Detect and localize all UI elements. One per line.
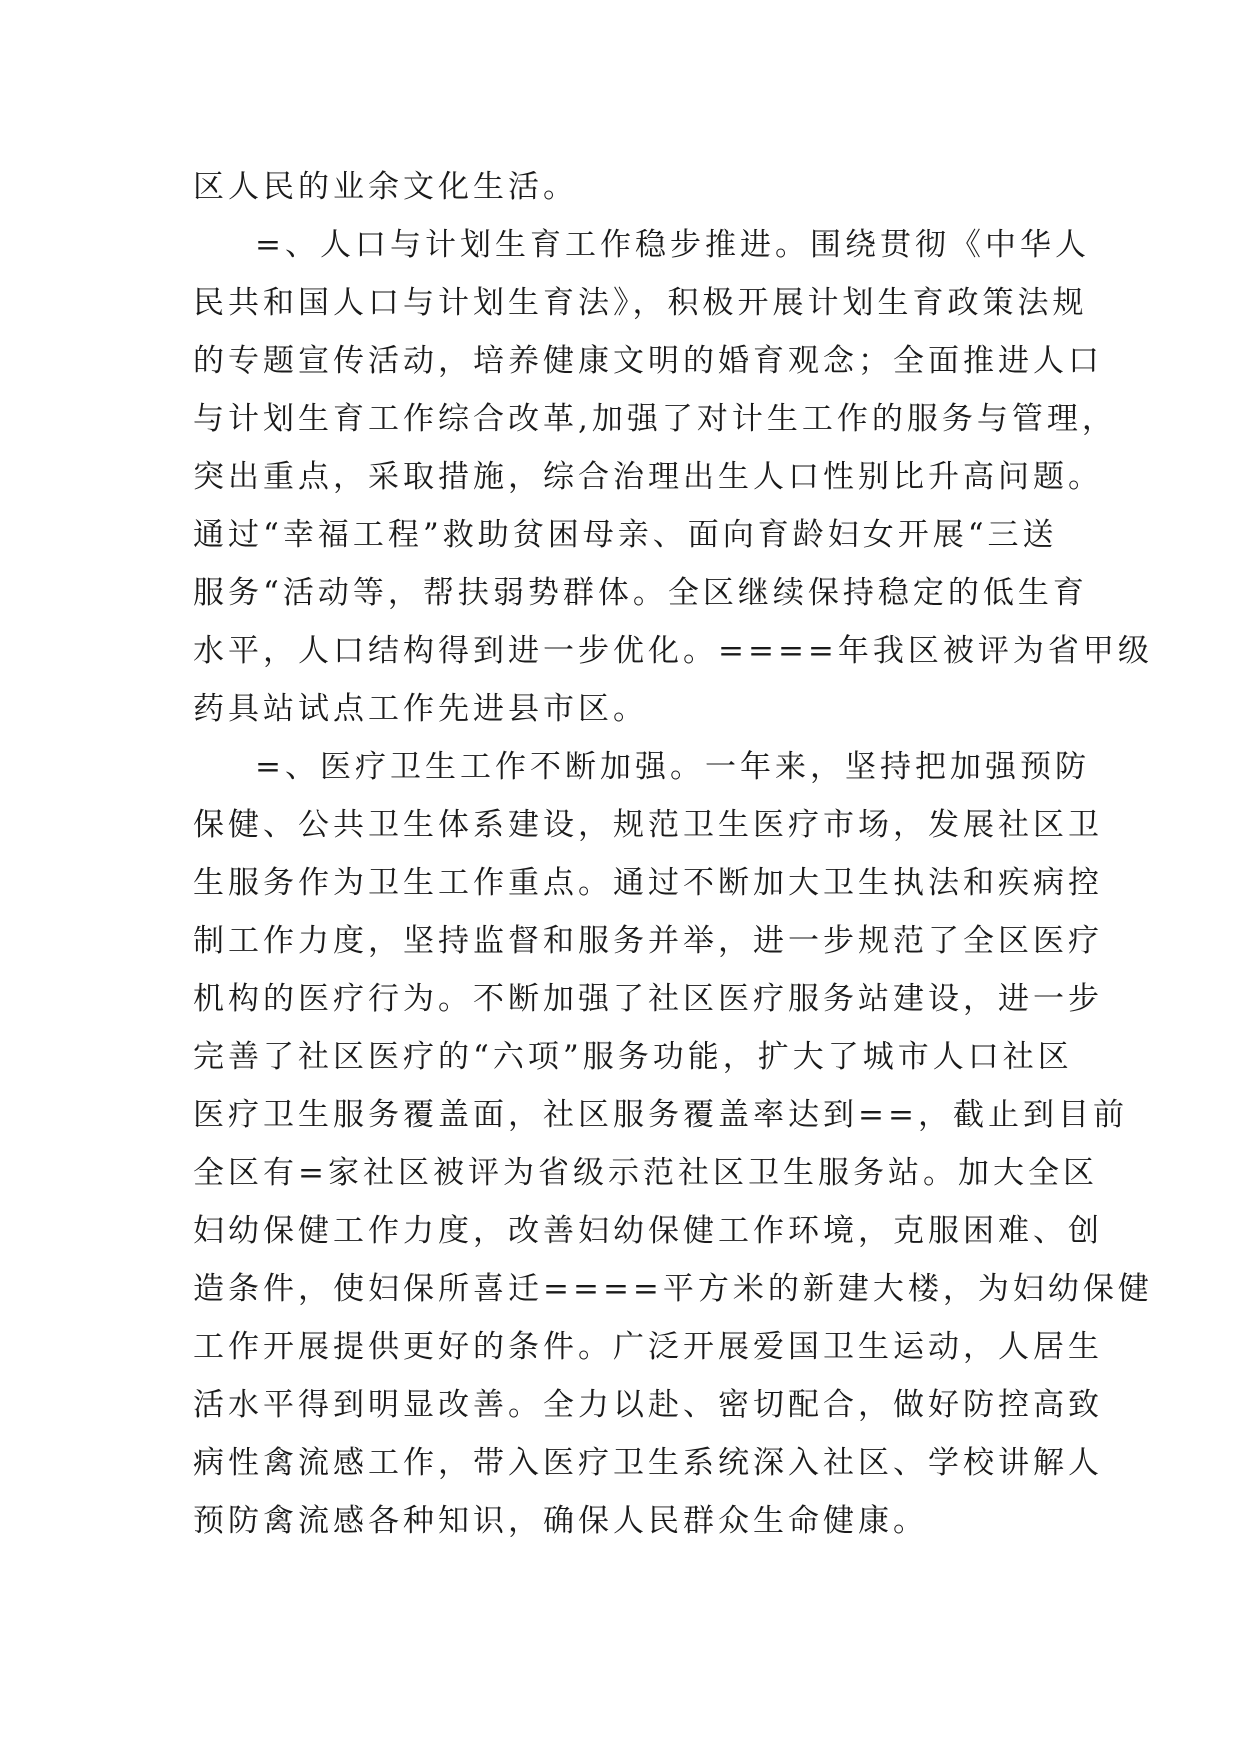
text-line: 的专题宣传活动，培养健康文明的婚育观念；全面推进人口 <box>193 343 1103 379</box>
paragraph-start-line: =、人口与计划生育工作稳步推进。围绕贯彻《中华人 <box>255 227 1090 263</box>
text-line: 医疗卫生服务覆盖面，社区服务覆盖率达到==，截止到目前 <box>193 1097 1128 1133</box>
text-line: 病性禽流感工作，带入医疗卫生系统深入社区、学校讲解人 <box>193 1445 1103 1481</box>
text-line: 保健、公共卫生体系建设，规范卫生医疗市场，发展社区卫 <box>193 807 1103 843</box>
text-line: 妇幼保健工作力度，改善妇幼保健工作环境，克服困难、创 <box>193 1213 1103 1249</box>
text-line: 造条件，使妇保所喜迁====平方米的新建大楼，为妇幼保健 <box>193 1271 1153 1307</box>
text-line: 预防禽流感各种知识，确保人民群众生命健康。 <box>193 1503 928 1539</box>
text-line: 服务“活动等，帮扶弱势群体。全区继续保持稳定的低生育 <box>193 575 1088 611</box>
text-line: 突出重点，采取措施，综合治理出生人口性别比升高问题。 <box>193 459 1103 495</box>
text-line: 区人民的业余文化生活。 <box>193 169 578 205</box>
text-line: 民共和国人口与计划生育法》，积极开展计划生育政策法规 <box>193 285 1088 321</box>
text-line: 工作开展提供更好的条件。广泛开展爱国卫生运动，人居生 <box>193 1329 1103 1365</box>
text-line: 与计划生育工作综合改革,加强了对计生工作的服务与管理， <box>193 401 1117 437</box>
paragraph-start-line: =、医疗卫生工作不断加强。一年来，坚持把加强预防 <box>255 749 1090 785</box>
text-line: 药具站试点工作先进县市区。 <box>193 691 648 727</box>
text-line: 制工作力度，坚持监督和服务并举，进一步规范了全区医疗 <box>193 923 1103 959</box>
text-line: 水平，人口结构得到进一步优化。====年我区被评为省甲级 <box>193 633 1153 669</box>
text-line: 通过“幸福工程”救助贫困母亲、面向育龄妇女开展“三送 <box>193 517 1058 553</box>
text-line: 完善了社区医疗的“六项”服务功能，扩大了城市人口社区 <box>193 1039 1073 1075</box>
text-line: 全区有=家社区被评为省级示范社区卫生服务站。加大全区 <box>193 1155 1098 1191</box>
document-body <box>193 158 1153 1550</box>
text-line: 机构的医疗行为。不断加强了社区医疗服务站建设，进一步 <box>193 981 1103 1017</box>
text-line: 生服务作为卫生工作重点。通过不断加大卫生执法和疾病控 <box>193 865 1103 901</box>
text-line: 活水平得到明显改善。全力以赴、密切配合，做好防控高致 <box>193 1387 1103 1423</box>
